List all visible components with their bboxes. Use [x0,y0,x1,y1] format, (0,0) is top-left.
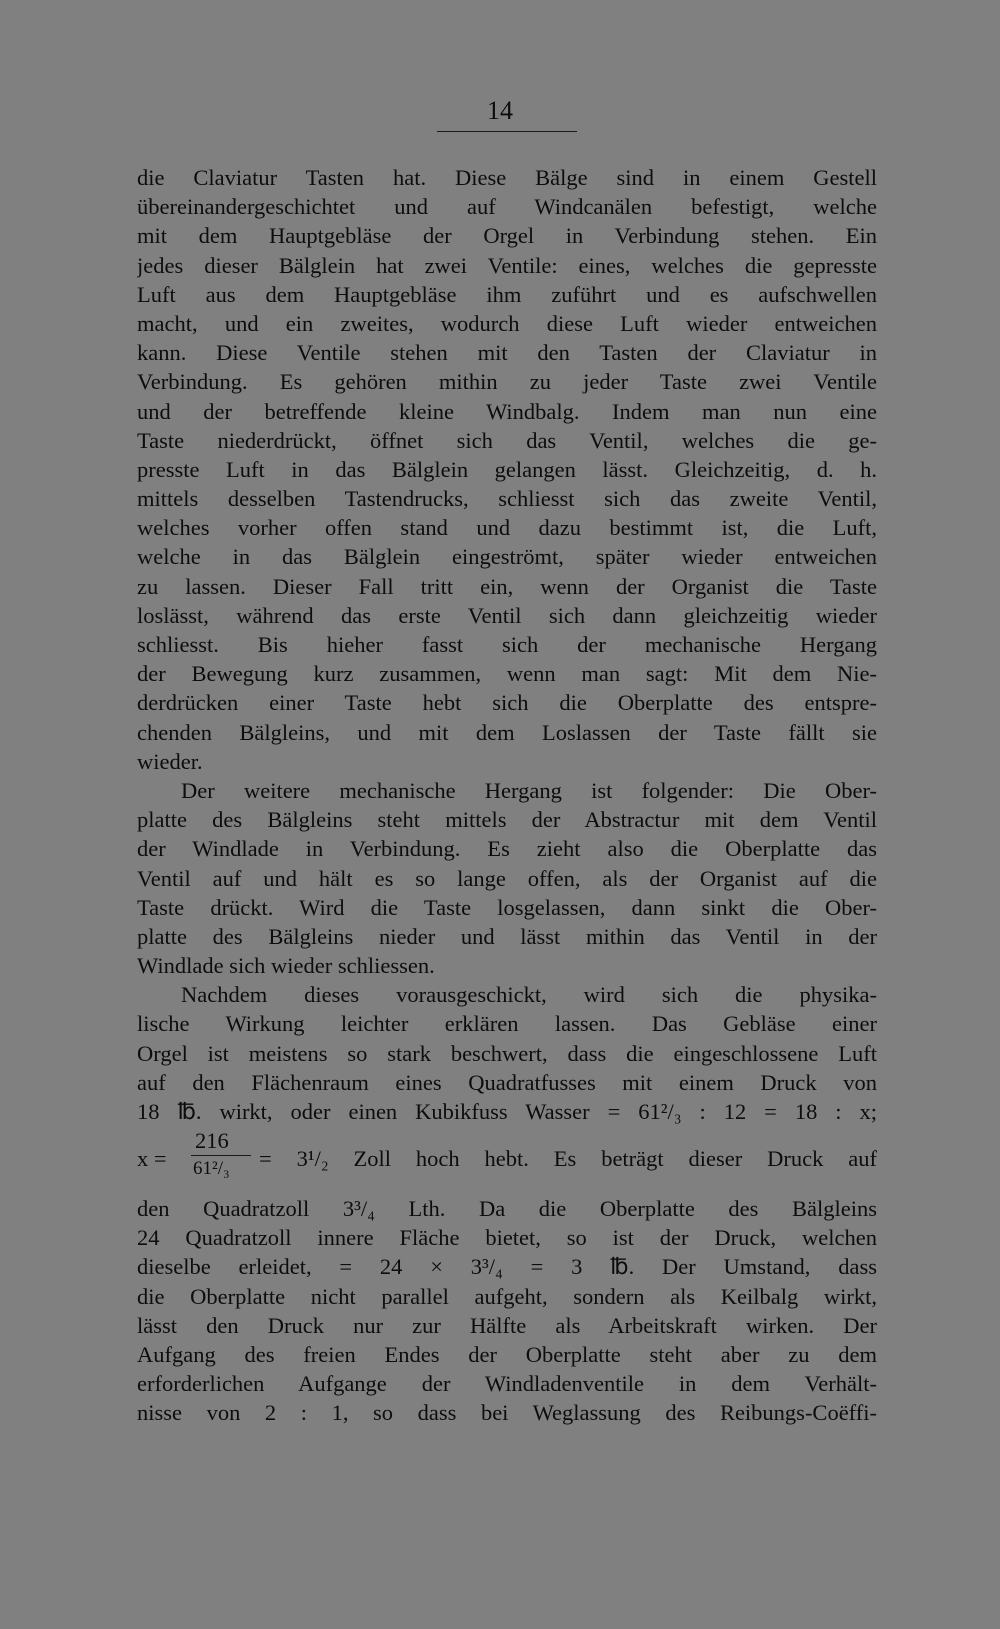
text-line: derdrücken einer Taste hebt sich die Oberplatte des entspre- [137,690,877,716]
text-line: die Claviatur Tasten hat. Diese Bälge sind in einem Gestell [137,165,877,190]
formula-line [137,1128,877,1188]
text-line: Aufgang des freien Endes der Oberplatte steht aber zu dem [137,1341,877,1367]
text-line: welche in das Bälglein eingeströmt, später wieder entweichen [137,544,877,570]
text-line: welches vorher offen stand und dazu bestimmt ist, die Luft, [137,515,877,541]
text-line: Taste niederdrückt, öffnet sich das Ventil, welches die ge- [137,427,877,453]
text-line: 18 ℔. wirkt, oder einen Kubikfuss Wasser = 61²/₃ : 12 = 18 : x; [137,1099,877,1124]
text-line: zu lassen. Dieser Fall tritt ein, wenn der Organist die Taste [137,573,877,599]
text-block-main [137,163,877,1126]
formula-rest: = 3¹/₂ Zoll hoch hebt. Es beträgt dieser Druck auf [259,1146,877,1171]
formula-numerator: 216 [195,1128,229,1153]
formula-x-equals: x = [137,1146,167,1171]
text-line: Verbindung. Es gehören mithin zu jeder Taste zwei Ventile [137,369,877,395]
text-line: Nachdem dieses vorausgeschickt, wird sich die physika- [181,982,877,1008]
text-line: Taste drückt. Wird die Taste losgelassen, dann sinkt die Ober- [137,894,877,920]
text-line: lische Wirkung leichter erklären lassen. Das Gebläse einer [137,1011,877,1037]
header-rule [437,131,577,132]
text-line: chenden Bälgleins, und mit dem Loslassen der Taste fällt sie [137,719,877,745]
text-line: Windlade sich wieder schliessen. [137,953,435,979]
text-line: Ventil auf und hält es so lange offen, als der Organist auf die [137,865,877,891]
text-line: mittels desselben Tastendrucks, schliesst sich das zweite Ventil, [137,486,877,512]
page-number: 14 [487,96,513,125]
text-line: mit dem Hauptgebläse der Orgel in Verbindung stehen. Ein [137,223,877,249]
formula-denominator: 61²/₃ [193,1158,230,1179]
text-line: kann. Diese Ventile stehen mit den Tasten der Claviatur in [137,340,877,366]
text-block-lower [137,1194,877,1428]
text-line: die Oberplatte nicht parallel aufgeht, sondern als Keilbalg wirkt, [137,1283,877,1309]
text-line: macht, und ein zweites, wodurch diese Luft wieder entweichen [137,310,877,336]
text-line: der Windlade in Verbindung. Es zieht also die Oberplatte das [137,836,877,862]
text-line: 24 Quadratzoll innere Fläche bietet, so ist der Druck, welchen [137,1225,877,1251]
formula-fraction-bar [191,1155,251,1156]
text-line: übereinandergeschichtet und auf Windcanälen befestigt, welche [137,194,877,220]
text-line: nisse von 2 : 1, so dass bei Weglassung des Reibungs-Coëffi- [137,1400,877,1426]
text-line: loslässt, während das erste Ventil sich dann gleichzeitig wieder [137,602,877,628]
text-line: schliesst. Bis hieher fasst sich der mechanische Hergang [137,632,877,657]
text-line: presste Luft in das Bälglein gelangen lässt. Gleichzeitig, d. h. [137,456,877,482]
text-line: lässt den Druck nur zur Hälfte als Arbeitskraft wirken. Der [137,1312,877,1338]
text-line: der Bewegung kurz zusammen, wenn man sagt: Mit dem Nie- [137,661,877,687]
text-line: auf den Flächenraum eines Quadratfusses mit einem Druck von [137,1069,877,1095]
text-line: wieder. [137,748,203,774]
text-line: den Quadratzoll 3³/₄ Lth. Da die Oberplatte des Bälgleins [137,1196,877,1221]
text-line: platte des Bälgleins steht mittels der Abstractur mit dem Ventil [137,807,877,833]
text-line: Der weitere mechanische Hergang ist folgender: Die Ober- [181,777,877,803]
text-line: jedes dieser Bälglein hat zwei Ventile: eines, welches die gepresste [137,252,877,278]
text-line: Orgel ist meistens so stark beschwert, dass die eingeschlossene Luft [137,1040,877,1066]
text-line: und der betreffende kleine Windbalg. Indem man nun eine [137,398,877,424]
text-line: erforderlichen Aufgange der Windladenventile in dem Verhält- [137,1371,877,1397]
text-line: Luft aus dem Hauptgebläse ihm zuführt und es aufschwellen [137,281,877,307]
text-line: dieselbe erleidet, = 24 × 3³/₄ = 3 ℔. Der Umstand, dass [137,1254,877,1280]
text-line: platte des Bälgleins nieder und lässt mithin das Ventil in der [137,923,877,949]
